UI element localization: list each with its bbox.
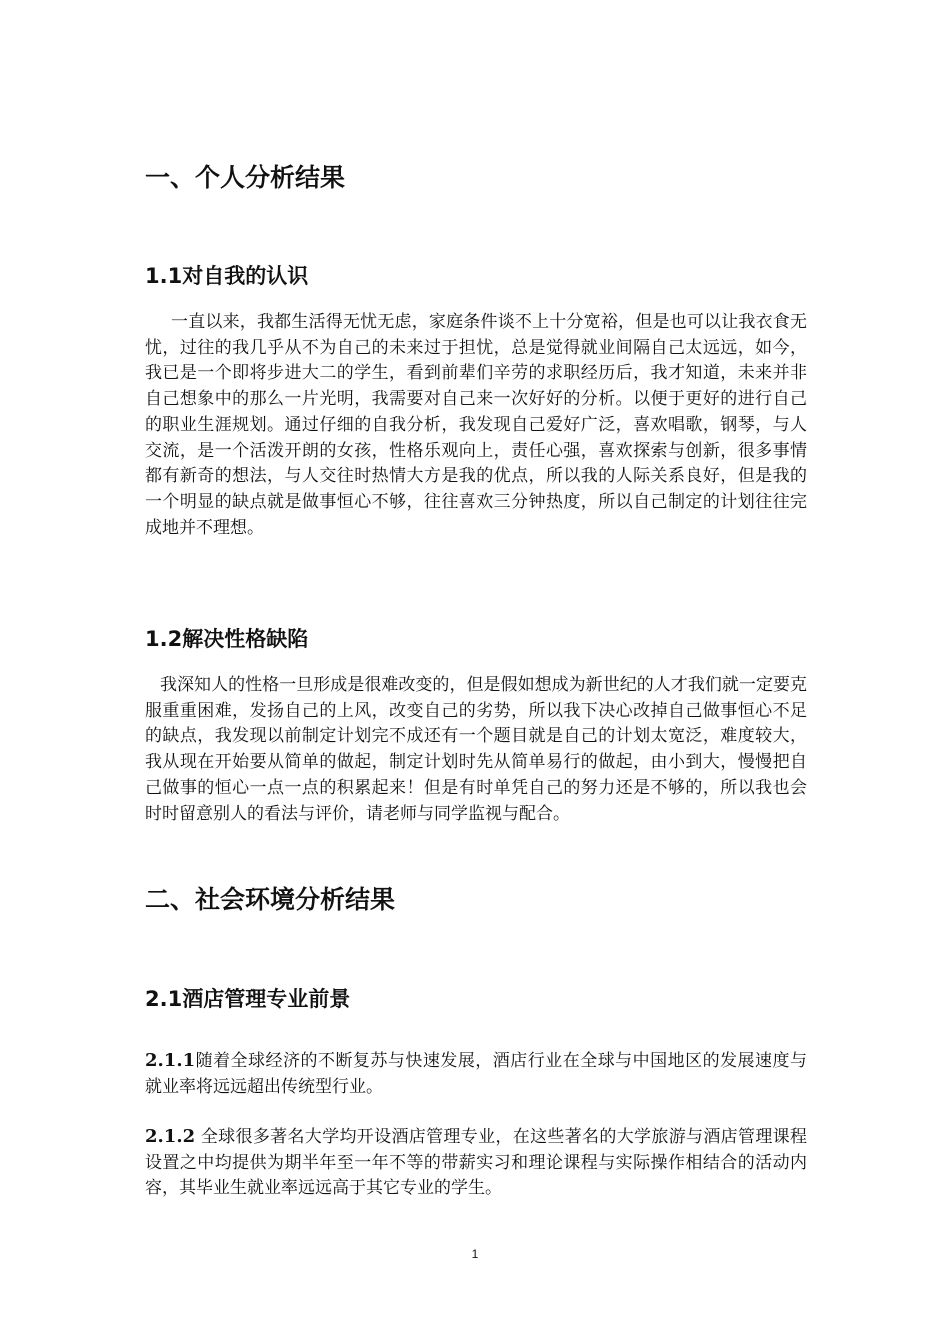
subsection-heading: 2.1酒店管理专业前景 [145, 987, 351, 1011]
page-number: 1 [471, 1247, 479, 1261]
numbered-item [145, 1048, 807, 1100]
item-number: 2.1.2 [145, 1126, 196, 1147]
section-heading: 一、个人分析结果 [145, 163, 346, 192]
paragraph-self-awareness: 一直以来，我都生活得无忧无虑，家庭条件谈不上十分宽裕，但是也可以让我衣食无忧，过往的我几乎从不为自己的未来过于担忧，总是觉得就业间隔自己太远远，如今，我已是一个即将步进大二的学生，看到前辈们辛劳的求职经历后，我才知道，未来并非自己想象中的那么一片光明，我需要对自己来一次好好的分析。以便于更好的进行自己的职业生涯规划。通过仔细的自我分析，我发现自己爱好广泛，喜欢唱歌，钢琴，与人交流，是一个活泼开朗的女孩，性格乐观向上，责任心强，喜欢探索与创新，很多事情都有新奇的想法，与人交往时热情大方是我的优点，所以我的人际关系良好，但是我的一个明显的缺点就是做事恒心不够，往往喜欢三分钟热度，所以自己制定的计划往往完成地并不理想。 [145, 312, 807, 538]
section-heading: 二、社会环境分析结果 [145, 885, 396, 914]
item-number: 2.1.1 [145, 1050, 196, 1071]
item-text: 全球很多著名大学均开设酒店管理专业，在这些著名的大学旅游与酒店管理课程设置之中均提供为期半年至一年不等的带薪实习和理论课程与实际操作相结合的活动内容，其毕业生就业率远远高于其它专业的学生。 [145, 1127, 807, 1199]
item-text: 随着全球经济的不断复苏与快速发展，酒店行业在全球与中国地区的发展速度与就业率将远远超出传统型行业。 [145, 1051, 807, 1097]
subsection-heading: 1.1对自我的认识 [145, 264, 309, 288]
subsection-heading: 1.2解决性格缺陷 [145, 627, 309, 651]
numbered-item [145, 1124, 807, 1202]
paragraph-personality-flaw: 我深知人的性格一旦形成是很难改变的，但是假如想成为新世纪的人才我们就一定要克服重重困难，发扬自己的上风，改变自己的劣势，所以我下决心改掉自己做事恒心不足的缺点，我发现以前制定计划完不成还有一个题目就是自己的计划太宽泛，难度较大，我从现在开始要从简单的做起，制定计划时先从简单易行的做起，由小到大，慢慢把自己做事的恒心一点一点的积累起来！但是有时单凭自己的努力还是不够的，所以我也会时时留意别人的看法与评价，请老师与同学监视与配合。 [145, 675, 807, 824]
